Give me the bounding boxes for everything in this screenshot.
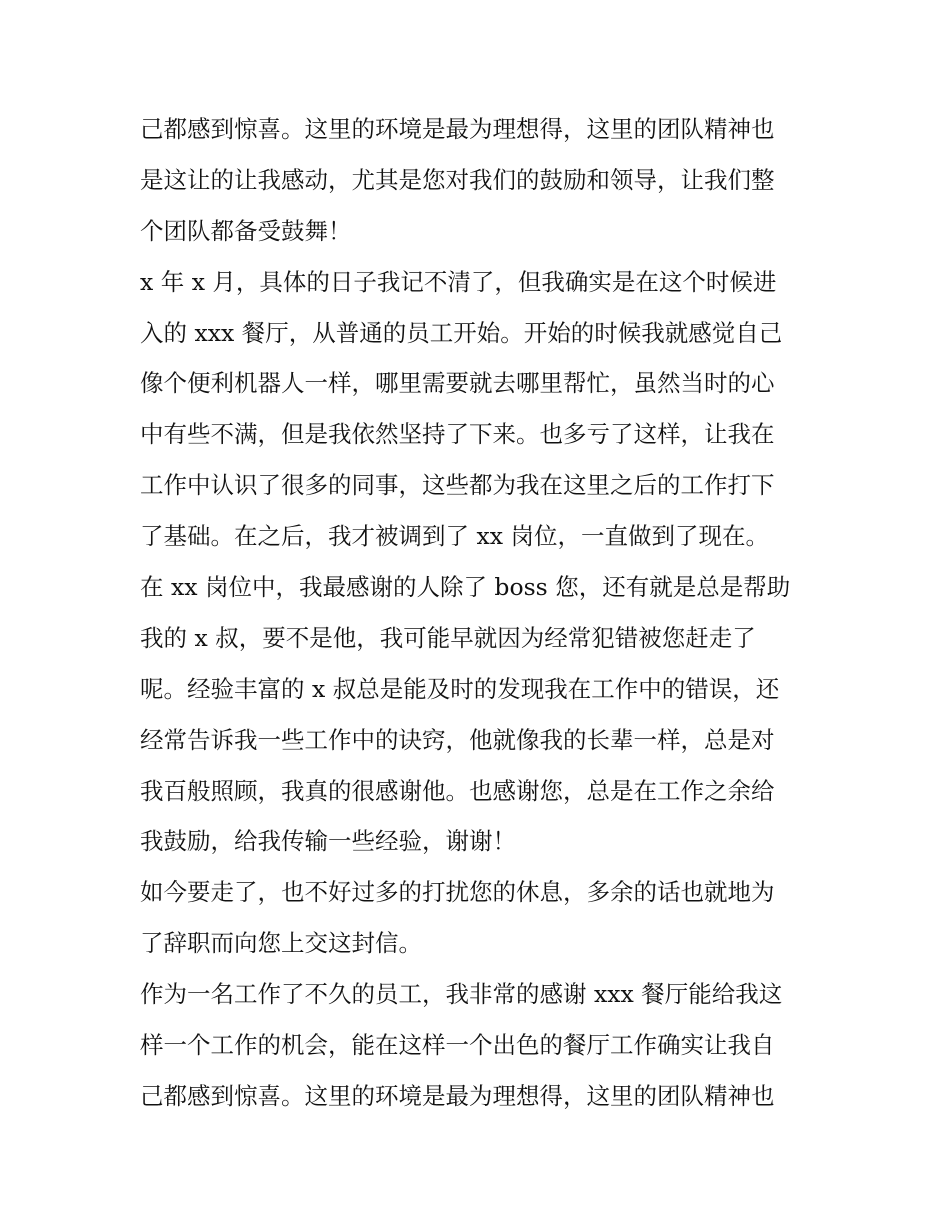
text-line: 像个便利机器人一样，哪里需要就去哪里帮忙，虽然当时的心 <box>140 369 775 398</box>
text-line: 我百般照顾，我真的很感谢他。也感谢您，总是在工作之余给 <box>140 776 775 805</box>
text-line: 我鼓励，给我传输一些经验，谢谢！ <box>140 827 516 856</box>
body-text <box>140 104 820 1122</box>
text-line: 如今要走了，也不好过多的打扰您的休息，多余的话也就地为 <box>140 878 775 907</box>
text-line: 个团队都备受鼓舞！ <box>140 216 352 245</box>
text-line: 己都感到惊喜。这里的环境是最为理想得，这里的团队精神也 <box>140 115 775 143</box>
text-line: 作为一名工作了不久的员工，我非常的感谢 xxx 餐厅能给我这 <box>140 980 783 1009</box>
text-line: 样一个工作的机会，能在这样一个出色的餐厅工作确实让我自 <box>140 1031 775 1060</box>
text-line: 是这让的让我感动，尤其是您对我们的鼓励和领导，让我们整 <box>140 165 775 194</box>
text-line: 经常告诉我一些工作中的诀窍，他就像我的长辈一样，总是对 <box>140 725 775 754</box>
text-line: 中有些不满，但是我依然坚持了下来。也多亏了这样，让我在 <box>140 420 775 449</box>
text-line: 呢。经验丰富的 x 叔总是能及时的发现我在工作中的错误，还 <box>140 674 780 703</box>
text-line: 工作中认识了很多的同事，这些都为我在这里之后的工作打下 <box>140 471 775 500</box>
text-line: 己都感到惊喜。这里的环境是最为理想得，这里的团队精神也 <box>140 1081 775 1110</box>
text-line: 我的 x 叔，要不是他，我可能早就因为经常犯错被您赶走了 <box>140 623 756 652</box>
text-line: 在 xx 岗位中，我最感谢的人除了 boss 您，还有就是总是帮助 <box>140 573 791 602</box>
text-line: 了辞职而向您上交这封信。 <box>140 929 422 958</box>
text-line: x 年 x 月，具体的日子我记不清了，但我确实是在这个时候进 <box>140 267 777 296</box>
text-line: 入的 xxx 餐厅，从普通的员工开始。开始的时候我就感觉自己 <box>140 318 783 347</box>
text-line: 了基础。在之后，我才被调到了 xx 岗位，一直做到了现在。 <box>140 522 769 551</box>
